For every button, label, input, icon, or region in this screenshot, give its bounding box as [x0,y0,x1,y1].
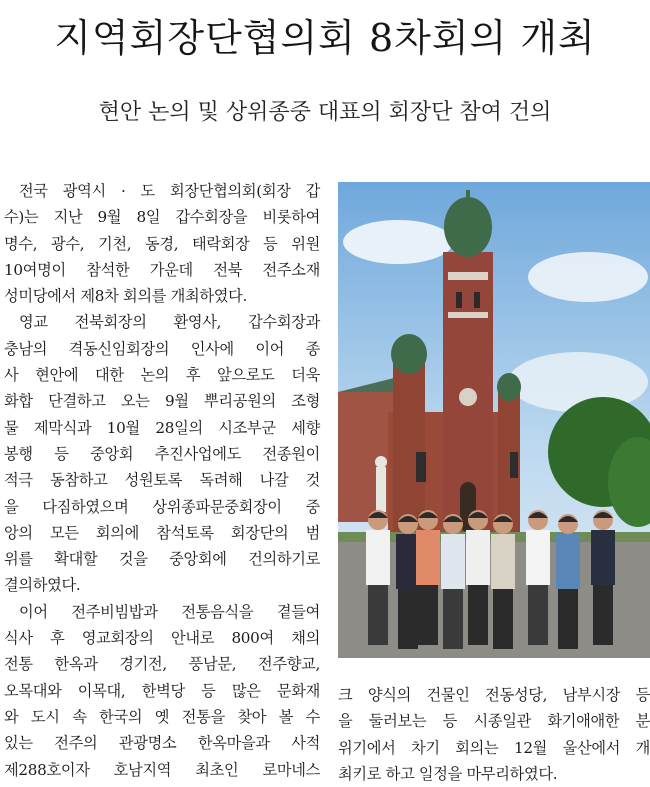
article-subheadline: 현안 논의 및 상위종중 대표의 회장단 참여 건의 [98,100,552,125]
article-text-line: 식사 후 영교회장의 안내로 800여 채의 [4,629,320,648]
article-body-left-column [4,178,320,783]
article-text-line: 적극 동참하고 성원토록 독려해 나갈 것 [4,471,320,490]
article-text-line: 크 양식의 건물인 전동성당, 남부시장 등 [338,686,650,704]
article-text-line: 있는 전주의 관광명소 한옥마을과 사적 [4,734,320,753]
article-text-line: 결의하였다. [4,576,81,595]
article-text-line: 성미당에서 제8차 회의를 개최하였다. [4,287,248,306]
article-photo [338,182,650,658]
article-text-line: 앙의 모든 회의에 참석토록 회장단의 범 [4,523,320,542]
group-photo-icon [338,182,650,658]
article-text-line: 봉행 등 중앙회 추진사업에도 전종원이 [4,444,320,463]
article-text-line: 이어 전주비빔밥과 전통음식을 곁들여 [19,602,320,621]
article-text-line: 위기에서 차기 회의는 12월 울산에서 개 [338,738,650,757]
article-text-line: 사 현안에 대한 논의 후 앞으로도 더욱 [4,366,320,385]
article-text-line: 물 제막식과 10월 28일의 시조부군 세향 [4,418,320,437]
article-headline: 지역회장단협의회 8차회의 개최 [54,16,596,60]
article-text-line: 와 도시 속 한국의 옛 전통을 찾아 볼 수 [4,707,320,726]
article-text-line: 화합 단결하고 오는 9월 뿌리공원의 조형 [4,392,320,411]
article-text-line: 영교 전북회장의 환영사, 갑수회장과 [19,313,320,332]
article-text-line: 전통 한옥과 경기전, 풍남문, 전주향교, [4,655,320,674]
article-text-line: 명수, 광수, 기천, 동경, 태락회장 등 위원 [4,234,320,253]
article-text-line: 수)는 지난 9월 8일 갑수회장을 비롯하여 [4,208,320,227]
article-text-line: 충남의 격동신임회장의 인사에 이어 종 [4,339,320,358]
article-text-line: 제288호이자 호남지역 최초인 로마네스 [4,760,320,779]
article-text-line: 을 둘러보는 등 시종일관 화기애애한 분 [338,712,650,731]
article-text-line: 위를 확대할 것을 중앙회에 건의하기로 [4,550,320,569]
article-text-line: 오목대와 이목대, 한벽당 등 많은 문화재 [4,681,320,700]
article-text-line: 10여명이 참석한 가운데 전북 전주소재 [4,260,320,279]
article-body-bottom-column [338,682,650,787]
article-text-line: 최키로 하고 일정을 마무리하였다. [338,764,558,783]
article-text-line: 전국 광역시 · 도 회장단협의회(회장 갑 [19,182,320,200]
article-text-line: 을 다짐하였으며 상위종파문중회장이 중 [4,497,320,516]
